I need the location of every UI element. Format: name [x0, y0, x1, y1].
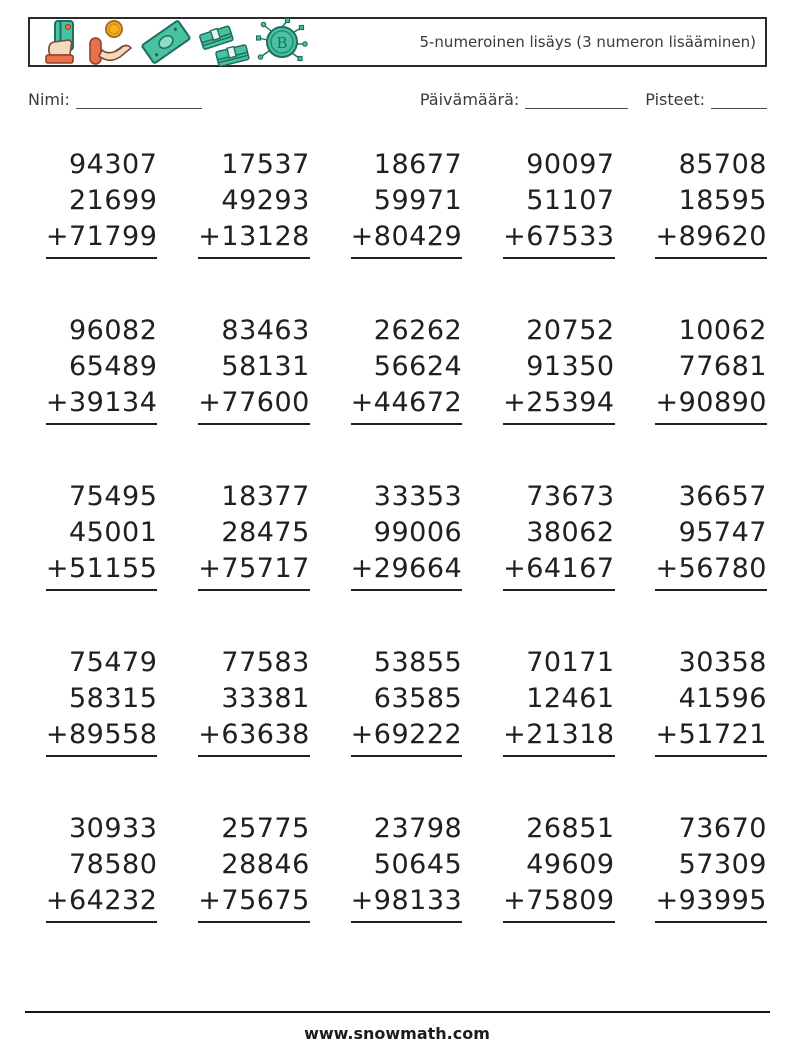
addend-line: 73670 — [678, 813, 767, 844]
money-stacks-icon — [197, 18, 251, 66]
addend-line-plus: +90890 — [626, 385, 767, 425]
problem-22 — [168, 811, 320, 923]
addend-line: 20752 — [526, 315, 615, 346]
addend-line: 45001 — [68, 517, 158, 548]
addend-line: 26262 — [373, 315, 463, 346]
addend-line: 56624 — [373, 351, 463, 382]
addend-line-plus: +77600 — [168, 385, 309, 425]
problem-8 — [321, 313, 473, 425]
addend-line: 21699 — [68, 185, 158, 216]
problem-13 — [321, 479, 473, 591]
addend-line-plus: +29664 — [321, 551, 462, 591]
banknote-icon — [140, 18, 192, 66]
addend-line: 73673 — [526, 481, 615, 512]
problem-15 — [626, 479, 778, 591]
addend-line: 10062 — [678, 315, 767, 346]
problem-18 — [321, 645, 473, 757]
problem-23 — [321, 811, 473, 923]
addend-line: 95747 — [678, 517, 767, 548]
addend-line-plus: +89620 — [626, 219, 767, 259]
addend-line: 26851 — [526, 813, 615, 844]
addend-line-plus: +56780 — [626, 551, 767, 591]
addend-line: 83463 — [221, 315, 310, 346]
addend-line: 51107 — [526, 185, 615, 216]
addend-line: 18677 — [373, 149, 463, 180]
addend-line-plus: +44672 — [321, 385, 462, 425]
problem-3 — [321, 147, 473, 259]
addend-line-plus: +13128 — [168, 219, 309, 259]
score-blank-line — [711, 93, 767, 109]
addend-line: 57309 — [678, 849, 767, 880]
addend-line: 25775 — [221, 813, 310, 844]
score-field — [645, 90, 767, 109]
addend-line: 36657 — [678, 481, 767, 512]
problem-6 — [16, 313, 168, 425]
addend-line-plus: +80429 — [321, 219, 462, 259]
problem-12 — [168, 479, 320, 591]
addend-line: 77681 — [678, 351, 767, 382]
addend-line: 33381 — [221, 683, 310, 714]
name-blank-line — [76, 93, 202, 109]
footer-divider — [25, 1011, 770, 1013]
addend-line: 30933 — [68, 813, 158, 844]
header-icons — [42, 19, 308, 65]
addend-line: 75479 — [68, 647, 158, 678]
addend-line: 49293 — [221, 185, 310, 216]
addend-line: 38062 — [526, 517, 615, 548]
addend-line: 18377 — [221, 481, 310, 512]
addend-line: 58315 — [68, 683, 158, 714]
addend-line: 58131 — [221, 351, 310, 382]
footer-url: www.snowmath.com — [304, 1024, 490, 1043]
addend-line-plus: +89558 — [16, 717, 157, 757]
addend-line: 99006 — [373, 517, 463, 548]
problem-11 — [16, 479, 168, 591]
addend-line: 50645 — [373, 849, 463, 880]
hand-with-coin-icon — [87, 19, 135, 65]
date-label: Päivämäärä: — [419, 90, 520, 109]
problem-20 — [626, 645, 778, 757]
score-label: Pisteet: — [645, 90, 705, 109]
addend-line-plus: +69222 — [321, 717, 462, 757]
bitcoin-coin-icon — [256, 18, 308, 66]
addend-line: 28475 — [221, 517, 310, 548]
problem-9 — [473, 313, 625, 425]
addend-line: 41596 — [678, 683, 767, 714]
addend-line: 90097 — [526, 149, 615, 180]
problem-5 — [626, 147, 778, 259]
addend-line-plus: +63638 — [168, 717, 309, 757]
problems-grid — [16, 147, 778, 923]
problem-19 — [473, 645, 625, 757]
addend-line: 63585 — [373, 683, 463, 714]
problem-1 — [16, 147, 168, 259]
header — [28, 17, 767, 67]
problem-16 — [16, 645, 168, 757]
addend-line-plus: +71799 — [16, 219, 157, 259]
form-row — [28, 90, 767, 109]
addend-line: 75495 — [68, 481, 158, 512]
addend-line: 18595 — [678, 185, 767, 216]
name-field — [28, 90, 202, 109]
svg-text:B: B — [276, 34, 288, 52]
addend-line-plus: +64167 — [473, 551, 614, 591]
addend-line: 70171 — [526, 647, 615, 678]
addend-line-plus: +75717 — [168, 551, 309, 591]
addend-line-plus: +25394 — [473, 385, 614, 425]
addend-line-plus: +39134 — [16, 385, 157, 425]
addend-line: 94307 — [68, 149, 158, 180]
addend-line: 33353 — [373, 481, 463, 512]
problem-7 — [168, 313, 320, 425]
name-label: Nimi: — [28, 90, 70, 109]
addend-line: 53855 — [373, 647, 463, 678]
addend-line-plus: +51155 — [16, 551, 157, 591]
addend-line-plus: +75809 — [473, 883, 614, 923]
problem-2 — [168, 147, 320, 259]
addend-line-plus: +67533 — [473, 219, 614, 259]
problem-4 — [473, 147, 625, 259]
problem-25 — [626, 811, 778, 923]
date-field — [420, 90, 628, 109]
addend-line: 96082 — [68, 315, 158, 346]
addend-line: 30358 — [678, 647, 767, 678]
date-blank-line — [525, 93, 628, 109]
problem-17 — [168, 645, 320, 757]
addend-line: 23798 — [373, 813, 463, 844]
addend-line: 85708 — [678, 149, 767, 180]
addend-line: 91350 — [526, 351, 615, 382]
addend-line-plus: +51721 — [626, 717, 767, 757]
addend-line: 59971 — [373, 185, 463, 216]
addend-line: 17537 — [221, 149, 310, 180]
addend-line-plus: +64232 — [16, 883, 157, 923]
addend-line: 65489 — [68, 351, 158, 382]
problem-24 — [473, 811, 625, 923]
addend-line-plus: +98133 — [321, 883, 462, 923]
hand-holding-card-icon — [42, 19, 82, 65]
addend-line-plus: +93995 — [626, 883, 767, 923]
problem-14 — [473, 479, 625, 591]
problem-10 — [626, 313, 778, 425]
addend-line-plus: +21318 — [473, 717, 614, 757]
addend-line: 28846 — [221, 849, 310, 880]
addend-line: 49609 — [526, 849, 615, 880]
addend-line: 77583 — [221, 647, 310, 678]
addend-line: 12461 — [526, 683, 615, 714]
addend-line-plus: +75675 — [168, 883, 309, 923]
problem-21 — [16, 811, 168, 923]
addend-line: 78580 — [68, 849, 158, 880]
page-title: 5-numeroinen lisäys (3 numeron lisääminen) — [419, 33, 756, 51]
